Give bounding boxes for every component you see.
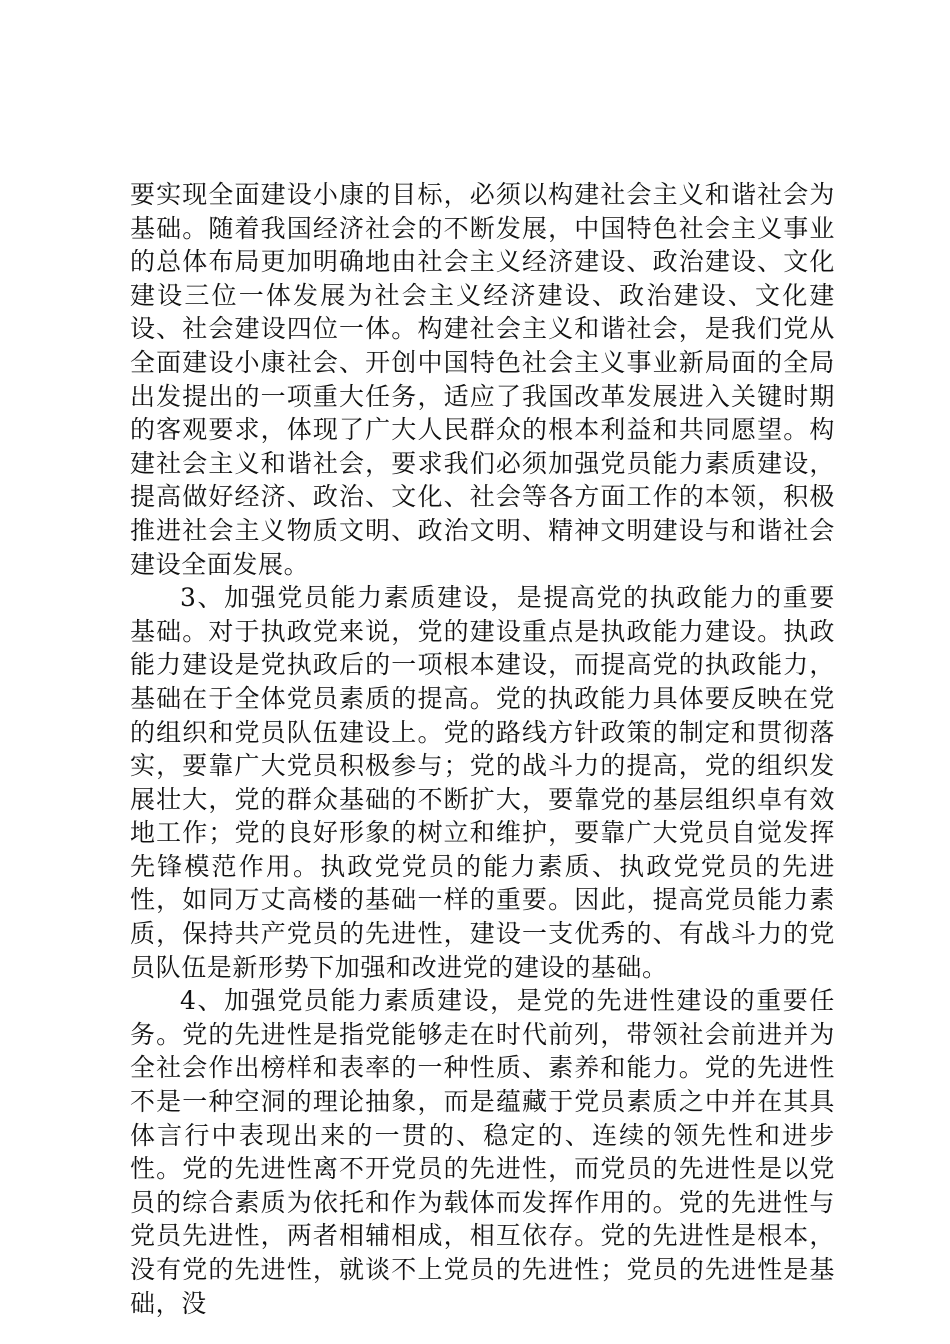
paragraph-point-4: 4、加强党员能力素质建设，是党的先进性建设的重要任务。党的先进性是指党能够走在时代前列，带领社会前进并为全社会作出榜样和表率的一种性质、素养和能力。党的先进性不是一种空洞的理论抽象，而是蕴藏于党员素质之中并在其具体言行中表现出来的一贯的、稳定的、连续的领先性和进步性。党的先进性离不开党员的先进性，而党员的先进性是以党员的综合素质为依托和作为载体而发挥作用的。党的先进性与党员先进性，两者相辅相成，相互依存。党的先进性是根本，没有党的先进性，就谈不上党员的先进性；党员的先进性是基础，没 [130, 986, 835, 1318]
paragraph-continuation: 要实现全面建设小康的目标，必须以构建社会主义和谐社会为基础。随着我国经济社会的不断发展，中国特色社会主义事业的总体布局更加明确地由社会主义经济建设、政治建设、文化建设三位一体发展为社会主义经济建设、政治建设、文化建设、社会建设四位一体。构建社会主义和谐社会，是我们党从全面建设小康社会、开创中国特色社会主义事业新局面的全局出发提出的一项重大任务，适应了我国改革发展进入关键时期的客观要求，体现了广大人民群众的根本利益和共同愿望。构建社会主义和谐社会，要求我们必须加强党员能力素质建设，提高做好经济、政治、文化、社会等各方面工作的本领，积极推进社会主义物质文明、政治文明、精神文明建设与和谐社会建设全面发展。 [130, 180, 835, 579]
paragraph-point-3: 3、加强党员能力素质建设，是提高党的执政能力的重要基础。对于执政党来说，党的建设重点是执政能力建设。执政能力建设是党执政后的一项根本建设，而提高党的执政能力，基础在于全体党员素质的提高。党的执政能力具体要反映在党的组织和党员队伍建设上。党的路线方针政策的制定和贯彻落实，要靠广大党员积极参与；党的战斗力的提高，党的组织发展壮大，党的群众基础的不断扩大，要靠党的基层组织卓有效地工作；党的良好形象的树立和维护，要靠广大党员自觉发挥先锋模范作用。执政党党员的能力素质、执政党党员的先进性，如同万丈高楼的基础一样的重要。因此，提高党员能力素质，保持共产党员的先进性，建设一支优秀的、有战斗力的党员队伍是新形势下加强和改进党的建设的基础。 [130, 583, 835, 982]
document-body [130, 178, 835, 1320]
